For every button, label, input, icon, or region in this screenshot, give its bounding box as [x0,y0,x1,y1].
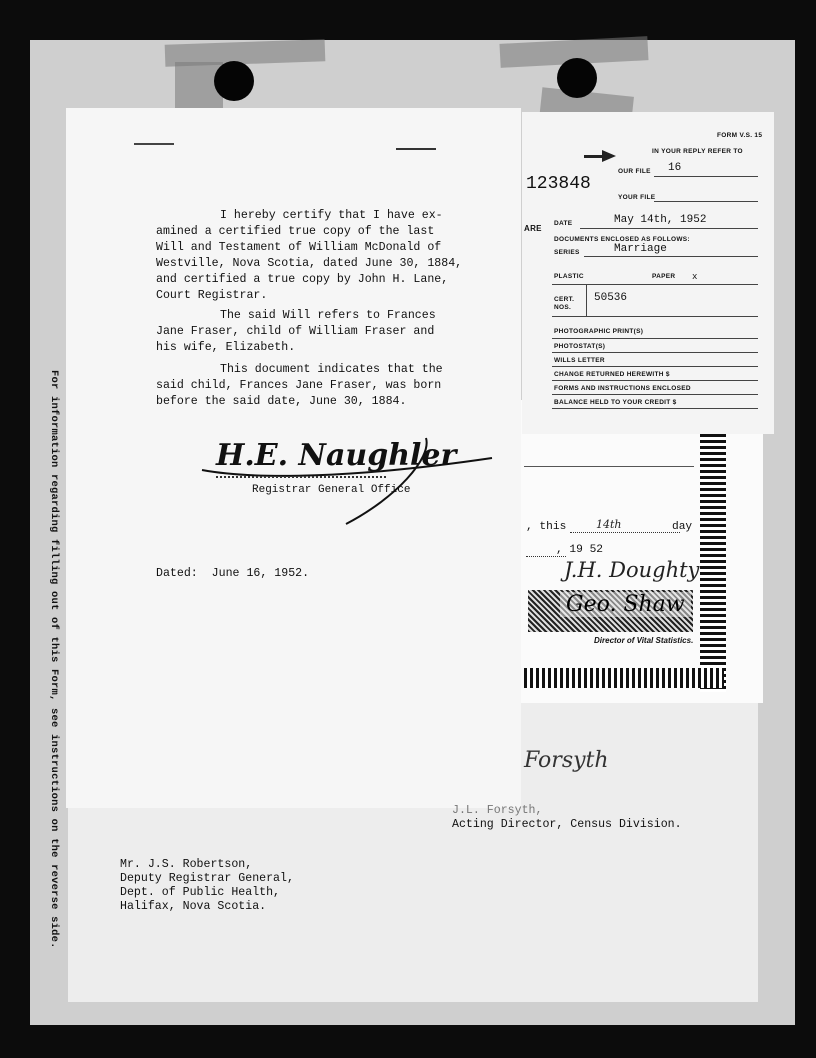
letter-line: and certified a true copy by John H. Lane, [156,273,449,286]
series-label: SERIES [554,249,580,256]
letter-line: amined a certified true copy of the last [156,225,435,238]
form-line [654,201,758,202]
cert-label: CERT. NOS. [554,296,575,311]
signatory-title: Acting Director, Census Division. [452,818,682,831]
plastic-label: PLASTIC [554,273,584,280]
form-line [552,394,758,395]
letter-line: Jane Fraser, child of William Fraser and [156,325,435,338]
your-file-label: YOUR FILE [618,194,656,201]
letter-dash-right [396,148,436,150]
cert-value: 50536 [594,292,628,304]
form-line [552,408,758,409]
side-note-text: For information regarding filling out of this Form, see instructions on the reverse side. [48,370,60,949]
enclosed-label: DOCUMENTS ENCLOSED AS FOLLOWS: [554,236,690,243]
certificate-fragment [520,400,763,703]
paper-mark: x [692,272,698,282]
certificate-day-label: day [672,521,693,533]
letter-line: said child, Frances Jane Fraser, was born [156,379,442,392]
paper-label: PAPER [652,273,676,280]
address-line: Halifax, Nova Scotia. [120,900,267,913]
director-title: Director of Vital Statistics. [594,636,694,645]
form-line [552,352,758,353]
letter-date: Dated: June 16, 1952. [156,567,310,580]
letter-line: his wife, Elizabeth. [156,341,296,354]
letter-line: Westville, Nova Scotia, dated June 30, 1884, [156,257,463,270]
registrar-office: Registrar General Office [252,484,411,496]
form-line [584,256,758,257]
form-card [522,112,774,434]
signature-flourish [196,428,496,528]
signature-dots [216,476,386,478]
arrow-icon-shaft [584,155,604,158]
form-line [580,228,758,229]
form-line [654,176,758,177]
certificate-rule [524,466,694,467]
form-row-4: FORMS AND INSTRUCTIONS ENCLOSED [554,385,691,392]
form-left-fragment: ARE [524,224,542,233]
certificate-year: , 19 52 [556,544,603,556]
address-line: Mr. J.S. Robertson, [120,858,253,871]
stamp-number: 123848 [526,174,591,194]
certificate-border [524,668,724,688]
address-line: Deputy Registrar General, [120,872,294,885]
date-label: DATE [554,220,573,227]
our-file-value: 16 [668,162,682,174]
letter-line: The said Will refers to Frances [220,309,436,322]
our-file-label: OUR FILE [618,168,651,175]
registrar-signature: H.E. Naughler [216,438,457,473]
address-line: Dept. of Public Health, [120,886,281,899]
reply-refer-label: IN YOUR REPLY REFER TO [652,148,743,155]
letter-line: I hereby certify that I have ex- [220,209,443,222]
signatory-name: J.L. Forsyth, [452,804,543,817]
form-row-3: CHANGE RETURNED HEREWITH $ [554,371,670,378]
forsyth-signature: Forsyth [524,748,609,773]
form-line [552,338,758,339]
letter-line: Will and Testament of William McDonald of [156,241,442,254]
form-row-5: BALANCE HELD TO YOUR CREDIT $ [554,399,677,406]
arrow-icon [602,150,616,162]
certifying-letter [66,108,521,808]
certificate-border [700,434,726,692]
form-row-1: PHOTOSTAT(S) [554,343,606,350]
form-line [552,380,758,381]
certificate-dotline [570,532,680,533]
date-value: May 14th, 1952 [614,214,707,226]
series-value: Marriage [614,243,667,255]
form-row-2: WILLS LETTER [554,357,605,364]
letter-line: Court Registrar. [156,289,268,302]
cert-box-divider [586,284,587,316]
form-row-0: PHOTOGRAPHIC PRINT(S) [554,328,644,335]
letter-line: before the said date, June 30, 1884. [156,395,407,408]
letter-line: This document indicates that the [220,363,443,376]
letter-dash-left [134,143,174,145]
certificate-signature-1: J.H. Doughty [564,558,700,582]
punch-hole [214,61,254,101]
certificate-day-value: 14th [596,518,622,531]
certificate-this-label: , this [526,521,567,533]
form-line [552,366,758,367]
certificate-signature-2: Geo. Shaw [560,592,691,617]
form-number: FORM V.S. 15 [717,132,763,139]
punch-hole [557,58,597,98]
